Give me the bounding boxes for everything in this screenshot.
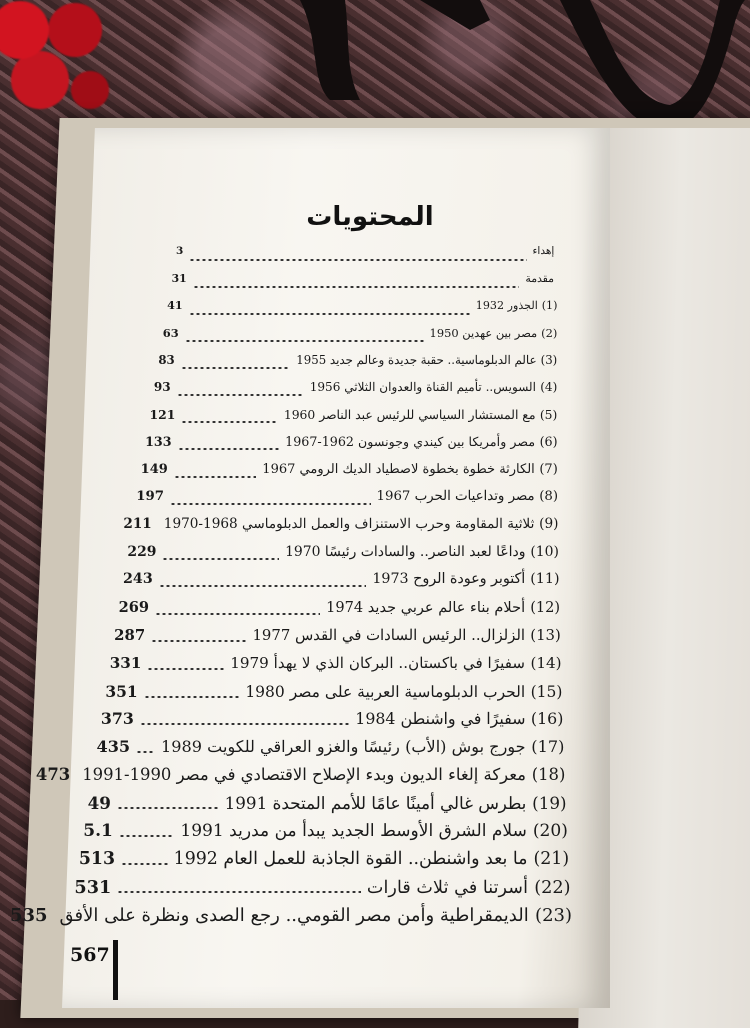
leader-dots [151, 640, 246, 642]
toc-entry-title: بطرس غالي أمينًا عامًا للأمم المتحدة 1991 [224, 792, 527, 813]
toc-entry [74, 877, 570, 907]
toc-entry-number: (10) [530, 543, 559, 560]
toc-entry [35, 764, 566, 795]
leader-dots [162, 558, 279, 560]
leader-dots [117, 891, 361, 893]
toc-entry-number: (11) [530, 571, 560, 588]
leader-dots [178, 448, 280, 450]
leader-dots [189, 313, 470, 315]
toc-entry-page: 351 [105, 681, 138, 701]
toc-entry-title: سفيرًا في باكستان.. البركان الذي لا يهدأ 1979 [230, 653, 526, 672]
leader-dots [159, 585, 367, 587]
toc-entry-number: (22) [534, 877, 571, 898]
leader-dots [155, 613, 320, 615]
toc-entry [123, 571, 560, 601]
toc-entry-number: (2) [541, 325, 558, 340]
toc-entry-page: 41 [167, 298, 183, 312]
toc-entry-page: 197 [136, 489, 165, 505]
toc-entry [9, 904, 572, 935]
page-number: 567 [70, 944, 110, 966]
leader-dots [181, 421, 278, 423]
toc-entry-title: سفيرًا في واشنطن 1984 [355, 709, 526, 729]
leader-dots [185, 340, 424, 342]
toc-entry-title: أسرتنا في ثلاث قارات [366, 877, 529, 898]
toc-entry-title: سلام الشرق الأوسط الجديد يبدأ من مدريد 1991 [180, 820, 527, 841]
toc-entry-title: الكارثة خطوة بخطوة لاصطياد الديك الرومي 1967 [262, 461, 535, 477]
leader-dots [121, 863, 168, 865]
toc-entry [154, 380, 557, 410]
toc-entry-page: 31 [171, 271, 187, 285]
page-title: المحتويات [306, 202, 434, 232]
toc-entry-title: جورج بوش (الأب) رئيسًا والغزو العراقي للكويت 1989 [161, 737, 526, 757]
toc-entry-page: 229 [127, 543, 157, 560]
toc-entry-number: (23) [535, 904, 572, 926]
toc-entry-page: 513 [78, 848, 116, 869]
toc-entry-title: ما بعد واشنطن.. القوة الجاذبة للعمل العام 1992 [173, 848, 528, 869]
toc-entry-title: مصر وأمريكا بين كيندي وجونسون 1962-1967 [285, 434, 536, 450]
toc-entry-page: 531 [74, 876, 112, 898]
toc-entry [83, 821, 568, 851]
toc-entry [150, 407, 558, 437]
leader-dots [174, 476, 257, 478]
toc-entry-title: مصر بين عهدين 1950 [429, 325, 538, 340]
toc-entry-page: 211 [123, 516, 152, 533]
toc-entry-title: عالم الدبلوماسية.. حقبة جديدة وعالم جديد 1955 [296, 352, 537, 367]
toc-entry-number: (7) [539, 461, 558, 477]
toc-entry [114, 626, 561, 656]
toc-entry-title: الزلزال.. الرئيس السادات في القدس 1977 [252, 626, 526, 645]
toc-entry [88, 793, 567, 823]
toc-entry [167, 299, 557, 329]
toc-entry-title: مقدمة [525, 271, 554, 285]
toc-entry-page: 133 [145, 434, 172, 450]
toc-entry-page: 287 [114, 626, 146, 645]
toc-entry-page: 331 [109, 653, 142, 672]
toc-entry-page: 435 [96, 737, 131, 757]
toc-entry-title: معركة إلغاء الديون وبدء الإصلاح الاقتصادي في مصر 1990-1991 [82, 764, 526, 784]
toc-entry-page: 373 [100, 709, 134, 729]
toc-entry-number: (18) [531, 764, 566, 784]
toc-entry [145, 434, 557, 464]
toc-entry [97, 737, 565, 767]
leader-dots [119, 835, 174, 837]
folio-rule [113, 940, 118, 1000]
toc-entry [176, 245, 558, 275]
toc-entry-number: (13) [530, 626, 561, 645]
toc-entry-title: السويس.. تأميم القناة والعدوان الثلاثي 1956 [309, 380, 536, 395]
toc-entry-page: 121 [149, 407, 176, 423]
toc-entry [105, 682, 562, 712]
toc-entry-title: أكتوبر وعودة الروح 1973 [372, 571, 526, 588]
toc-entry [163, 326, 558, 356]
toc-entry-number: (9) [539, 516, 559, 533]
toc-entry-page: 3 [176, 245, 184, 257]
leader-dots [181, 367, 291, 369]
toc-entry-number: (16) [530, 709, 564, 729]
toc-entry [101, 709, 563, 739]
leader-dots [177, 394, 304, 396]
leader-dots [144, 696, 240, 698]
toc-entry [110, 654, 562, 684]
toc-entry [119, 599, 561, 629]
toc-entry-page: 535 [9, 904, 48, 926]
toc-entry-title: مصر وتداعيات الحرب 1967 [376, 489, 535, 505]
leader-dots [193, 286, 520, 288]
toc-entry [123, 516, 559, 546]
toc-entry-number: (5) [539, 408, 558, 423]
toc-entry [141, 462, 558, 492]
toc-entry-page: 5.1 [83, 820, 113, 841]
toc-entry-number: (17) [531, 737, 565, 757]
leader-dots [140, 723, 349, 725]
toc-entry-page: 63 [162, 325, 179, 340]
toc-entry-title: أحلام بناء عالم عربي جديد 1974 [326, 598, 526, 616]
leader-dots [170, 503, 371, 505]
toc-entry-number: (8) [539, 489, 559, 505]
toc-entry-page: 243 [123, 571, 153, 588]
toc-entry-number: (15) [530, 682, 563, 701]
toc-entry-number: (12) [530, 598, 561, 616]
toc-entry [79, 849, 569, 879]
toc-entry-title: الديمقراطية وأمن مصر القومي.. رجع الصدى ونظرة على الأفق [59, 904, 529, 926]
toc-entry-number: (1) [541, 298, 558, 312]
toc-entry-title: الحرب الدبلوماسية العربية على مصر 1980 [245, 682, 526, 701]
toc-entry-number: (21) [533, 848, 570, 869]
leader-dots [136, 751, 155, 753]
toc-entry-page: 269 [118, 598, 149, 616]
toc-entry-page: 473 [35, 764, 71, 784]
toc-entry-page: 83 [158, 352, 175, 367]
toc-entry-title: الجذور 1932 [475, 298, 538, 312]
toc-entry [172, 272, 558, 302]
toc-entry-page: 49 [87, 792, 111, 813]
leader-dots [117, 807, 219, 809]
red-flower-decoration [0, 0, 130, 130]
toc-entry-number: (20) [532, 820, 568, 841]
toc-entry-number: (6) [539, 434, 558, 450]
leader-dots [147, 668, 224, 670]
toc-entry-number: (3) [540, 352, 558, 367]
toc-entry-title: وداعًا لعبد الناصر.. والسادات رئيسًا 1970 [285, 543, 526, 560]
toc-entry-title: إهداء [532, 245, 555, 257]
toc-entry-number: (14) [530, 653, 562, 672]
toc-entry-number: (4) [540, 380, 558, 395]
toc-entry-title: مع المستشار السياسي للرئيس عبد الناصر 1960 [283, 408, 536, 423]
toc-entry [158, 353, 557, 383]
toc-entry [127, 544, 559, 574]
toc-entry-number: (19) [532, 792, 567, 813]
leader-dots [189, 259, 526, 261]
toc-entry [136, 489, 558, 519]
toc-entry-page: 93 [153, 380, 171, 395]
toc-entry-title: ثلاثية المقاومة وحرب الاستنزاف والعمل الدبلوماسي 1968-1970 [163, 516, 535, 533]
toc-entry-page: 149 [140, 461, 168, 477]
